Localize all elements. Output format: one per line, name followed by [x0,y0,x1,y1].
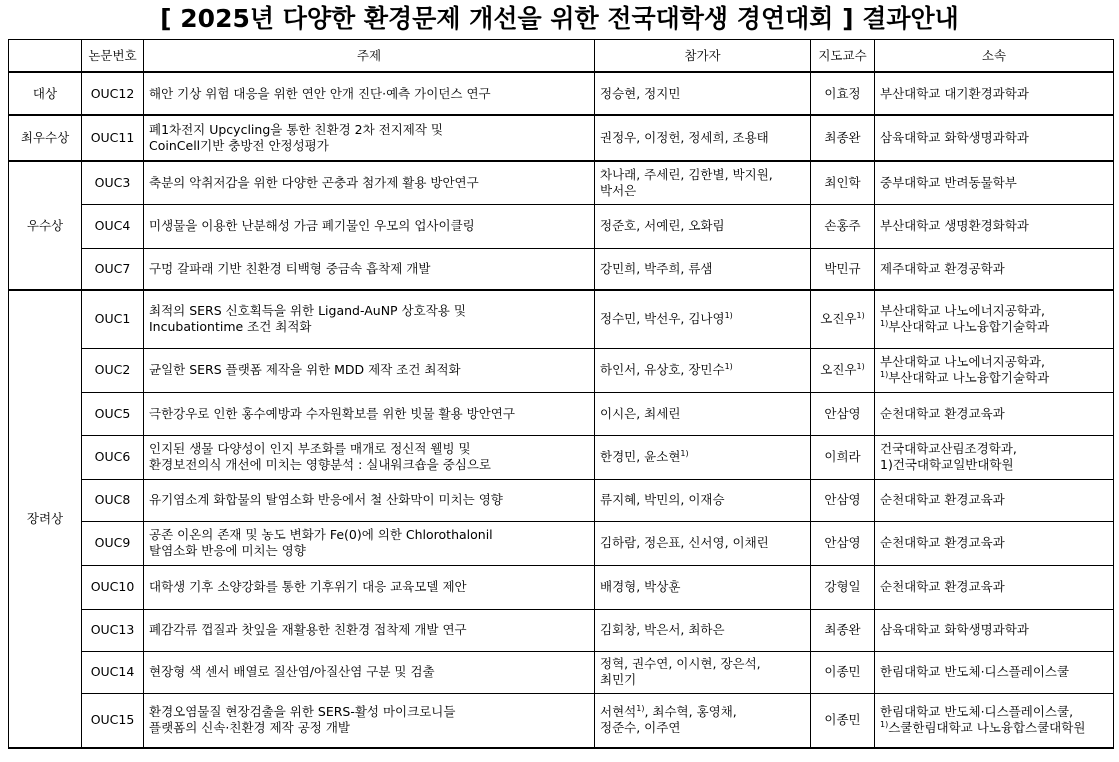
table-row [9,72,1114,115]
award-cell: 장려상 [9,290,82,748]
participants-line: 김회창, 박은서, 최하은 [600,622,725,637]
header-paper-no: 논문번호 [82,40,144,73]
affiliation-cell [875,290,1114,348]
topic-line: 환경보전의식 개선에 미치는 영향분석 : 실내워크숍을 중심으로 [149,457,492,472]
topic-cell [144,479,595,521]
advisor-cell: 최인학 [811,161,875,204]
affiliation-cell [875,479,1114,521]
affiliation-cell [875,204,1114,248]
header-award [9,40,82,73]
participants-cell [595,348,811,392]
footnote-mark: 1) [880,319,889,329]
affiliation-line: 순천대학교 환경교육과 [880,405,1005,421]
topic-cell [144,348,595,392]
topic-line: 환경오염물질 현장검출을 위한 SERS-활성 마이크로니들 [149,704,456,720]
participants-line: 박서은 [600,182,637,198]
table-row [9,248,1114,290]
advisor-cell: 오진우$^{1)}$ [811,348,875,392]
header-affiliation: 소속 [875,40,1114,73]
affiliation-cell [875,435,1114,479]
table-row [9,435,1114,479]
affiliation-line: 제주대학교 환경공학과 [880,260,1005,276]
participants-line: 서현석$^{1)}$, 최수혁, 홍영채, [600,704,737,720]
paper-no-cell: OUC1 [82,290,144,348]
topic-line: CoinCell기반 충방전 안정성평가 [149,138,329,153]
footnote-mark: 1) [636,704,645,714]
advisor-cell: 안삼영 [811,392,875,435]
advisor-cell: 이종민 [811,693,875,748]
participants-cell [595,161,811,204]
paper-no-cell: OUC2 [82,348,144,392]
topic-line: 구멍 갈파래 기반 친환경 티백형 중금속 흡착제 개발 [149,260,431,276]
award-cell: 우수상 [9,161,82,290]
participants-cell [595,521,811,565]
topic-line: 유기염소계 화합물의 탈염소화 반응에서 철 산화막이 미치는 영향 [149,492,503,507]
affiliation-line: 건국대학교산림조경학과, [880,441,1017,456]
table-row [9,651,1114,693]
affiliation-line: 순천대학교 환경교육과 [880,535,1005,550]
footnote-mark: 1) [680,449,689,458]
topic-cell [144,609,595,651]
topic-cell [144,435,595,479]
affiliation-cell [875,521,1114,565]
participants-line: 류지혜, 박민의, 이재승 [600,492,725,507]
affiliation-line: 순천대학교 환경교육과 [880,579,1005,594]
affiliation-line: 한림대학교 반도체·디스플레이스쿨 [880,664,1070,679]
topic-line: 현장형 색 센서 배열로 질산염/아질산염 구분 및 검출 [149,664,435,679]
advisor-cell: 박민규 [811,248,875,290]
participants-cell [595,72,811,115]
participants-line: 한경민, 윤소현$^{1)}$ [600,449,689,464]
topic-cell [144,72,595,115]
affiliation-line: 1)건국대학교일반대학원 [880,457,1014,472]
topic-cell [144,565,595,609]
affiliation-cell [875,115,1114,161]
table-row [9,290,1114,348]
participants-line: 정수민, 박선우, 김나영$^{1)}$ [600,311,733,327]
table-body [9,72,1114,748]
advisor-cell: 이효정 [811,72,875,115]
paper-no-cell: OUC7 [82,248,144,290]
table-row [9,693,1114,748]
paper-no-cell: OUC8 [82,479,144,521]
paper-no-cell: OUC15 [82,693,144,748]
award-cell: 최우수상 [9,115,82,161]
paper-no-cell: OUC4 [82,204,144,248]
participants-cell [595,435,811,479]
participants-cell [595,651,811,693]
topic-line: 공존 이온의 존재 및 농도 변화가 Fe(0)에 의한 Chlorothalonil [149,527,493,542]
affiliation-cell [875,248,1114,290]
topic-line: 플랫폼의 신속·친환경 제작 공정 개발 [149,720,350,736]
page-title: [ 2025년 다양한 환경문제 개선을 위한 전국대학생 경연대회 ] 결과안내 [160,4,959,33]
paper-no-cell: OUC13 [82,609,144,651]
table-row [9,161,1114,204]
affiliation-line: 중부대학교 반려동물학부 [880,174,1017,190]
header-participants: 참가자 [595,40,811,73]
topic-cell [144,161,595,204]
advisor-cell: 강형일 [811,565,875,609]
topic-cell [144,204,595,248]
advisor-cell: 이종민 [811,651,875,693]
topic-line: 최적의 SERS 신호획득을 위한 Ligand-AuNP 상호작용 및 [149,303,466,319]
advisor-cell: 손홍주 [811,204,875,248]
advisor-cell: 이희라 [811,435,875,479]
topic-line: Incubationtime 조건 최적화 [149,319,312,335]
table-row [9,479,1114,521]
topic-line: 폐감각류 껍질과 찻잎을 재활용한 친환경 접착제 개발 연구 [149,622,467,637]
affiliation-cell [875,348,1114,392]
table-row [9,609,1114,651]
affiliation-cell [875,651,1114,693]
table-row [9,392,1114,435]
affiliation-cell [875,161,1114,204]
advisor-cell: 오진우$^{1)}$ [811,290,875,348]
affiliation-line: 부산대학교 나노에너지공학과, [880,303,1045,319]
participants-line: 권정우, 이정헌, 정세희, 조용태 [600,130,769,145]
paper-no-cell: OUC14 [82,651,144,693]
affiliation-line: 삼육대학교 화학생명과학과 [880,622,1029,637]
advisor-cell: 안삼영 [811,521,875,565]
table-row [9,115,1114,161]
advisor-cell: 최종완 [811,609,875,651]
participants-cell [595,565,811,609]
table-row [9,204,1114,248]
table-row [9,348,1114,392]
topic-line: 균일한 SERS 플랫폼 제작을 위한 MDD 제작 조건 최적화 [149,362,461,377]
award-cell: 대상 [9,72,82,115]
participants-cell [595,479,811,521]
participants-line: 이시은, 최세린 [600,405,681,421]
paper-no-cell: OUC3 [82,161,144,204]
header-advisor: 지도교수 [811,40,875,73]
paper-no-cell: OUC9 [82,521,144,565]
participants-line: 정승현, 정지민 [600,85,681,101]
topic-line: 인지된 생물 다양성이 인지 부조화를 매개로 정신적 웰빙 및 [149,441,471,456]
participants-line: 정혁, 권수연, 이시현, 장은석, [600,656,761,671]
footnote-mark: 1) [724,362,733,371]
topic-cell [144,693,595,748]
results-table [8,39,1114,749]
advisor-cell: 최종완 [811,115,875,161]
paper-no-cell: OUC5 [82,392,144,435]
table-row [9,521,1114,565]
affiliation-line: $^{1)}$부산대학교 나노융합기술학과 [880,370,1050,385]
paper-no-cell: OUC11 [82,115,144,161]
paper-no-cell: OUC12 [82,72,144,115]
topic-cell [144,392,595,435]
topic-cell [144,115,595,161]
topic-cell [144,521,595,565]
topic-line: 축분의 악취저감을 위한 다양한 곤충과 첨가제 활용 방안연구 [149,174,479,190]
header-row [9,40,1114,73]
footnote-mark: 1) [856,311,865,321]
topic-cell [144,248,595,290]
affiliation-cell [875,609,1114,651]
participants-line: 배경형, 박상훈 [600,579,681,594]
affiliation-cell [875,392,1114,435]
topic-line: 극한강우로 인한 홍수예방과 수자원확보를 위한 빗물 활용 방안연구 [149,405,515,421]
table-row [9,565,1114,609]
affiliation-cell [875,72,1114,115]
affiliation-line: 부산대학교 생명환경화학과 [880,218,1029,233]
participants-cell [595,392,811,435]
affiliation-cell [875,693,1114,748]
topic-line: 미생물을 이용한 난분해성 가금 폐기물인 우모의 업사이클링 [149,218,475,233]
participants-line: 차나래, 주세린, 김한별, 박지원, [600,166,773,182]
participants-line: 정준호, 서예린, 오화림 [600,218,725,233]
topic-cell [144,651,595,693]
paper-no-cell: OUC6 [82,435,144,479]
topic-line: 대학생 기후 소양강화를 통한 기후위기 대응 교육모델 제안 [149,579,467,594]
participants-cell [595,204,811,248]
topic-cell [144,290,595,348]
affiliation-line: 부산대학교 대기환경과학과 [880,85,1029,101]
participants-line: 정준수, 이주연 [600,720,681,736]
participants-cell [595,115,811,161]
footnote-mark: 1) [880,720,889,730]
affiliation-line: $^{1)}$스쿨한림대학교 나노융합스쿨대학원 [880,720,1086,736]
participants-cell [595,609,811,651]
participants-cell [595,248,811,290]
participants-line: 하인서, 유상호, 장민수$^{1)}$ [600,362,733,377]
participants-line: 최민기 [600,672,637,687]
topic-line: 해안 기상 위험 대응을 위한 연안 안개 진단·예측 가이던스 연구 [149,85,491,101]
affiliation-line: 부산대학교 나노에너지공학과, [880,354,1045,369]
participants-line: 김하람, 정은표, 신서영, 이채린 [600,535,769,550]
topic-line: 탈염소화 반응에 미치는 영향 [149,543,306,558]
footnote-mark: 1) [724,311,733,321]
affiliation-line: 순천대학교 환경교육과 [880,492,1005,507]
affiliation-cell [875,565,1114,609]
footnote-mark: 1) [856,362,865,371]
advisor-cell: 안삼영 [811,479,875,521]
footnote-mark: 1) [880,370,889,379]
topic-line: 폐1차전지 Upcycling을 통한 친환경 2차 전지제작 및 [149,122,443,137]
header-topic: 주제 [144,40,595,73]
participants-line: 강민희, 박주희, 류샘 [600,260,713,276]
affiliation-line: $^{1)}$부산대학교 나노융합기술학과 [880,319,1050,335]
participants-cell [595,290,811,348]
affiliation-line: 삼육대학교 화학생명과학과 [880,130,1029,145]
affiliation-line: 한림대학교 반도체·디스플레이스쿨, [880,704,1074,720]
participants-cell [595,693,811,748]
paper-no-cell: OUC10 [82,565,144,609]
